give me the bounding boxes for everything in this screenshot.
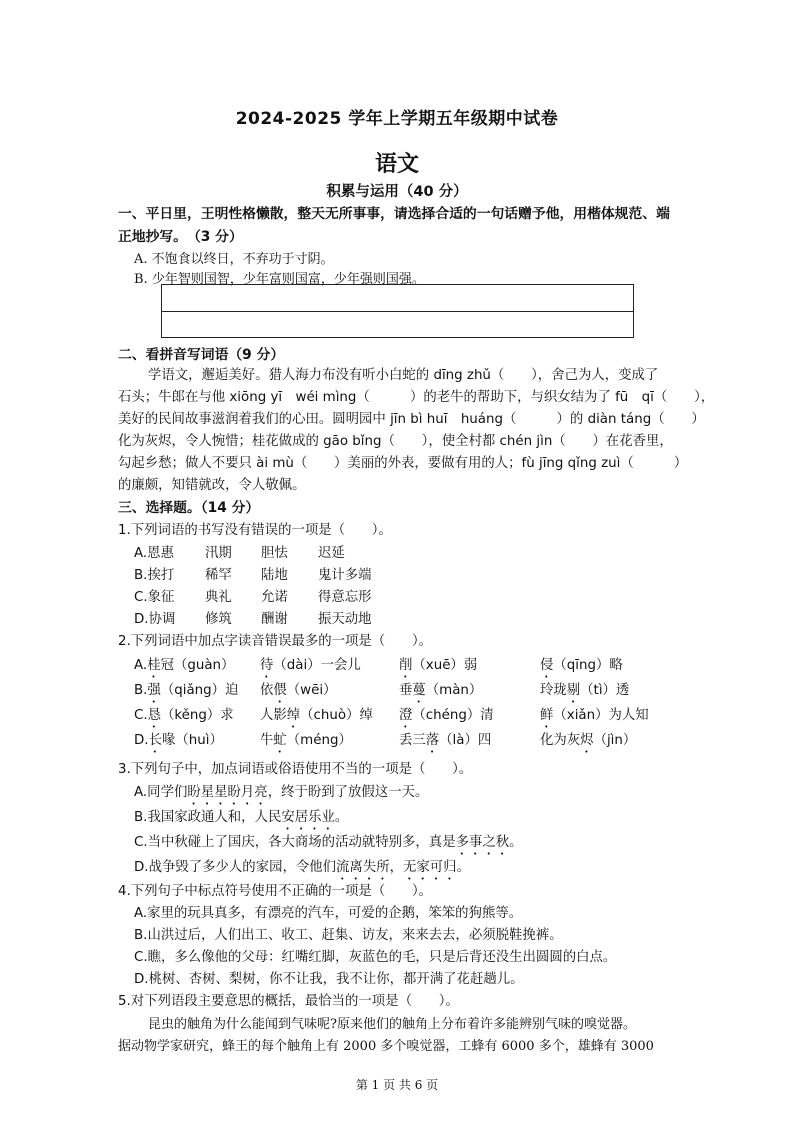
q3-1-word: D.协调 <box>134 612 176 627</box>
q3-4-option-d: D.桃树、杏树、梨树，你不让我，我不让你，都开满了花赶趟儿。 <box>134 972 524 987</box>
q3-2-item: 牛虻（méng） <box>260 733 352 748</box>
q3-1-word: 汛期 <box>205 546 232 561</box>
q3-2-item: 垂蔓（màn） <box>399 683 483 698</box>
q3-3-stem: 3.下列句子中，加点词语或俗语使用不当的一项是（ ）。 <box>118 762 473 777</box>
q3-2-item: 鲜（xiǎn）为人知 <box>540 708 649 723</box>
copy-writing-box[interactable] <box>161 284 634 338</box>
q3-2-item: B.强（qiǎng）迫 <box>134 683 239 698</box>
part-heading: 积累与运用（40 分） <box>326 184 468 200</box>
q1-heading-line1: 一、平日里，王明性格懒散，整天无所事事，请选择合适的一句话赠予他，用楷体规范、端 <box>118 206 670 222</box>
q3-heading: 三、选择题。（14 分） <box>118 500 260 516</box>
q3-1-word: 迟延 <box>318 546 345 561</box>
q3-2-item: 玲珑剔（tì）透 <box>540 683 630 698</box>
q3-4-option-b: B.山洪过后，人们出工、收工、赶集、访友，来来去去，必须脱鞋挽裤。 <box>134 928 563 943</box>
q3-1-word: 胆怯 <box>261 546 288 561</box>
q3-3-option-c: C.当中秋碰上了国庆，各大商场的活动就特别多，真是多事之秋。 <box>134 835 523 850</box>
q3-1-word: 振天动地 <box>318 612 372 627</box>
subject-title: 语文 <box>374 152 419 177</box>
q3-5-stem: 5.对下列语段主要意思的概括，最恰当的一项是（ ）。 <box>118 994 459 1009</box>
q2-line-1: 学语文，邂逅美好。猎人海力布没有听小白蛇的 dīng zhǔ（ ），舍己为人，变成了 <box>148 368 659 383</box>
q3-2-item: 待（dài）一会儿 <box>260 658 361 673</box>
q3-2-item: 澄（chéng）清 <box>399 708 494 723</box>
q2-heading: 二、看拼音写词语（9 分） <box>118 347 285 363</box>
q3-1-word: 典礼 <box>205 590 232 605</box>
page-number-footer: 第 1 页 共 6 页 <box>355 1078 439 1092</box>
q3-2-item: D.长喙（huì） <box>134 733 223 748</box>
q2-line-5: 勾起乡愁；做人不要只 ài mù（ ）美丽的外表，要做有用的人；fù jīng qǐng zuì（ ） <box>118 456 688 471</box>
q3-5-passage-line1: 昆虫的触角为什么能闻到气味呢?原来他们的触角上分布着许多能辨别气味的嗅觉器。 <box>148 1017 636 1032</box>
q3-4-option-c: C.瞧，多么像他的父母：红嘴红脚，灰蓝色的毛，只是后背还没生出圆圆的白点。 <box>134 950 617 965</box>
exam-title: 2024-2025 学年上学期五年级期中试卷 <box>235 109 559 129</box>
q3-3-option-a: A.同学们盼星星盼月亮，终于盼到了放假这一天。 <box>134 785 429 800</box>
q3-2-item: 人影绰（chuò）绰 <box>260 708 373 723</box>
q1-option-a: A. 不饱食以终日，不弃功于寸阴。 <box>134 252 334 267</box>
q3-2-stem: 2.下列词语中加点字读音错误最多的一项是（ ）。 <box>118 634 433 649</box>
q3-1-word: 鬼计多端 <box>318 568 372 583</box>
q3-2-item: 侵（qīng）略 <box>540 658 623 673</box>
q3-2-item: 化为灰烬（jìn） <box>540 733 637 748</box>
q3-2-item: 依偎（wēi） <box>260 683 337 698</box>
q2-line-2: 石头；牛郎在与他 xiōng yī wéi mìng（ ）的老牛的帮助下，与织女结为了 fū qī（ ）， <box>118 390 715 405</box>
q3-1-word: 酬谢 <box>261 612 288 627</box>
q3-1-word: 陆地 <box>261 568 288 583</box>
q3-2-item: A.桂冠（guàn） <box>134 658 235 673</box>
q3-2-item: C.恳（kěng）求 <box>134 708 234 723</box>
copy-writing-divider <box>162 311 633 312</box>
q3-3-option-d: D.战争毁了多少人的家园，令他们流离失所，无家可归。 <box>134 860 470 875</box>
q3-1-word: C.象征 <box>134 590 175 605</box>
q3-2-item: 削（xuē）弱 <box>399 658 478 673</box>
q3-1-word: 稀罕 <box>205 568 232 583</box>
q3-1-stem: 1.下列词语的书写没有错误的一项是（ ）。 <box>118 523 392 538</box>
q3-4-option-a: A.家里的玩具真多，有漂亮的汽车，可爱的企鹅，笨笨的狗熊等。 <box>134 906 523 921</box>
q3-4-stem: 4.下列句子中标点符号使用不正确的一项是（ ）。 <box>118 884 433 899</box>
q3-1-word: 得意忘形 <box>318 590 372 605</box>
q2-line-4: 化为灰烬，令人惋惜；桂花做成的 gāo bǐng（ ），使全村都 chén jìn（ ）在花香里， <box>118 434 673 449</box>
q3-1-word: 允诺 <box>261 590 288 605</box>
q3-3-option-b: B.我国家政通人和，人民安居乐业。 <box>134 810 349 825</box>
q1-heading-line2: 正地抄写。 （3 分） <box>118 229 243 245</box>
q3-1-word: 修筑 <box>205 612 232 627</box>
q3-1-word: A.恩惠 <box>134 546 174 561</box>
q3-1-word: B.挨打 <box>134 568 175 583</box>
q1-option-b: B. 少年智则国智，少年富则国富，少年强则国强。 <box>134 272 425 287</box>
q2-line-6: 的廉颇，知错就改，令人敬佩。 <box>118 478 306 493</box>
q3-5-passage-line2: 据动物学家研究，蜂王的每个触角上有 2000 多个嗅觉器，工蜂有 6000 多个，雄蜂有 3000 <box>118 1039 654 1054</box>
q2-line-3: 美好的民间故事滋润着我们的心田。圆明园中 jīn bì huī huáng（ ）的 diàn táng（ ） <box>118 412 705 427</box>
q3-2-item: 丢三落（là）四 <box>399 733 492 748</box>
